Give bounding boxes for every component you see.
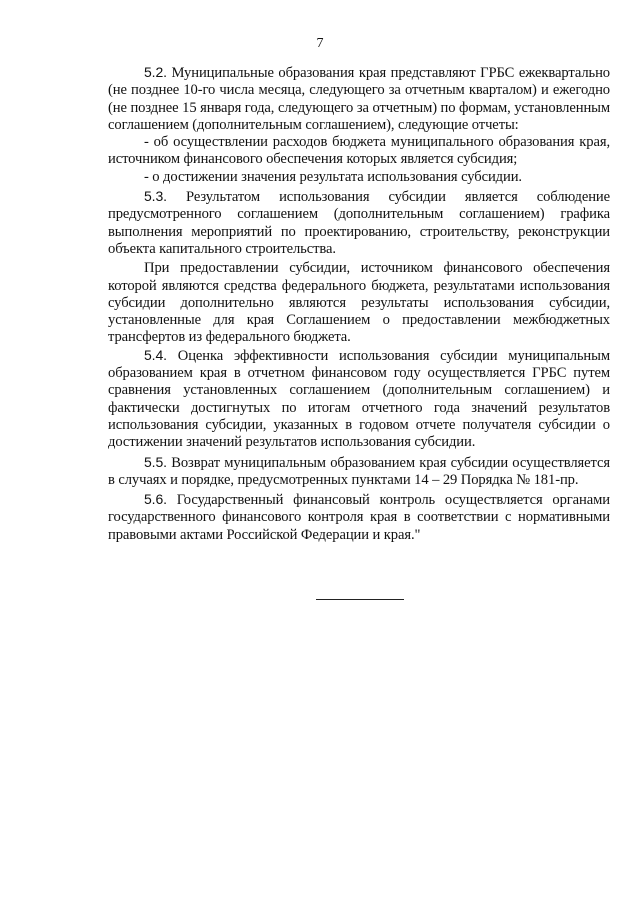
paragraph-5-5 [108, 454, 610, 490]
clause-number: 5.5. [144, 453, 167, 470]
paragraph-5-2 [108, 64, 610, 134]
paragraph-text: Муниципальные образования края представляют ГРБС ежеквартально (не позднее 10-го числа месяца, следующего за отчетным кварталом) и ежегодно (не позднее 15 января года, следующего за отчетным) по формам, установленным соглашением (дополнительным соглашением), следующие отчеты: [108, 65, 610, 133]
paragraph-5-6 [108, 491, 610, 544]
paragraph-text: Оценка эффективности использования субсидии муниципальным образованием края в отчетном финансовом году осуществляется ГРБС путем сравнения установленных соглашением (дополнительным соглашением) и фактически достигнутых по итогам отчетного года значений результатов использования субсидии, указанных в годовом отчете получателя субсидии о достижении значений результатов использования субсидии. [108, 347, 610, 451]
list-item-expenses-report [108, 134, 610, 169]
paragraph-text: - об осуществлении расходов бюджета муниципального образования края, источником финансового обеспечения которых является субсидия; [108, 134, 610, 168]
paragraph-text: Возврат муниципальным образованием края субсидии осуществляется в случаях и порядке, предусмотренных пунктами 14 – 29 Порядка № 181-пр. [108, 454, 610, 488]
paragraph-text: - о достижении значения результата использования субсидии. [144, 168, 522, 185]
paragraph-text: Результатом использования субсидии является соблюдение предусмотренного соглашением (дополнительным соглашением) графика выполнения мероприятий по проектированию, строительству, реконструкции объекта капитального строительства. [108, 189, 610, 257]
clause-number: 5.6. [144, 491, 167, 508]
paragraph-text: Государственный финансовый контроль осуществляется органами государственного финансового контроля края в соответствии с нормативными правовыми актами Российской Федерации и края." [108, 492, 610, 543]
document-body [108, 64, 610, 544]
clause-number: 5.3. [144, 188, 167, 205]
paragraph-5-4 [108, 347, 610, 452]
clause-number: 5.4. [144, 346, 167, 363]
paragraph-federal-budget [108, 260, 610, 346]
paragraph-5-3 [108, 188, 610, 258]
clause-number: 5.2. [144, 64, 167, 80]
closing-rule [316, 599, 404, 600]
paragraph-text: При предоставлении субсидии, источником финансового обеспечения которой являются средства федерального бюджета, результатами использования субсидии дополнительно являются результаты использования субсидии, установленные для края Соглашением о предоставлении межбюджетных трансфертов из федерального бюджета. [108, 260, 610, 346]
page-number: 7 [316, 36, 324, 51]
list-item-result-report [108, 169, 610, 186]
